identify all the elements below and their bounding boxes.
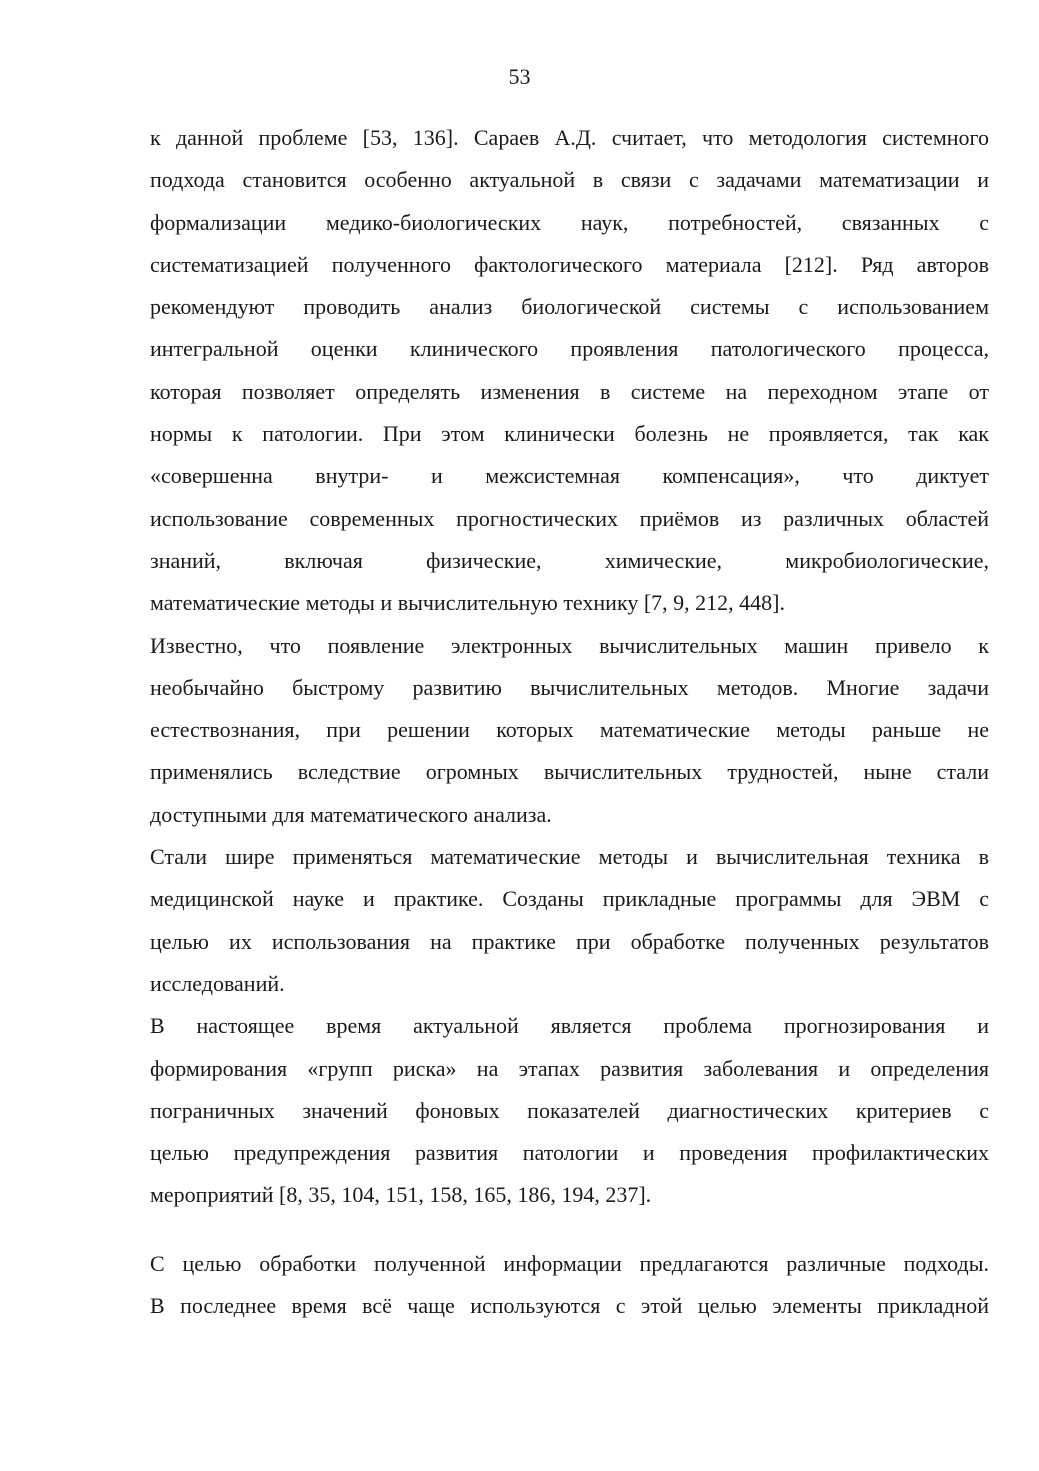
text-line: мероприятий [8, 35, 104, 151, 158, 165, 186, 194, 237].: [150, 1182, 652, 1208]
text-line: применялись вследствие огромных вычислительных трудностей, ныне стали: [150, 759, 989, 785]
text-line: которая позволяет определять изменения в системе на переходном этапе от: [150, 378, 989, 404]
text-line: Стали шире применяться математические методы и вычислительная техника в: [150, 844, 989, 870]
text-line: математические методы и вычислительную технику [7, 9, 212, 448].: [150, 590, 785, 616]
text-line: к данной проблеме [53, 136]. Сараев А.Д. считает, что методология системного: [150, 125, 989, 150]
page-number: 53: [508, 64, 531, 89]
text-line: формализации медико-биологических наук, потребностей, связанных с: [150, 209, 989, 235]
text-line: В настоящее время актуальной является проблема прогнозирования и: [150, 1013, 989, 1039]
text-line: медицинской науке и практике. Созданы прикладные программы для ЭВМ с: [150, 886, 989, 912]
text-line: подхода становится особенно актуальной в связи с задачами математизации и: [150, 167, 989, 193]
text-line: целью предупреждения развития патологии и проведения профилактических: [150, 1140, 989, 1166]
text-line: нормы к патологии. При этом клинически болезнь не проявляется, так как: [150, 421, 989, 447]
text-line: интегральной оценки клинического проявления патологического процесса,: [150, 336, 989, 362]
text-line: знаний, включая физические, химические, микробиологические,: [150, 547, 989, 573]
text-line: «совершенна внутри- и межсистемная компенсация», что диктует: [150, 463, 989, 489]
text-line: рекомендуют проводить анализ биологической системы с использованием: [150, 294, 989, 320]
text-line: С целью обработки полученной информации предлагаются различные подходы.: [150, 1251, 989, 1276]
body-text-block-final: [150, 1243, 989, 1328]
text-line: формирования «групп риска» на этапах развития заболевания и определения: [150, 1055, 989, 1081]
body-text-block: [150, 117, 989, 1217]
text-line: естествознания, при решении которых математические методы раньше не: [150, 717, 989, 743]
text-line: необычайно быстрому развитию вычислительных методов. Многие задачи: [150, 674, 989, 700]
text-line: доступными для математического анализа.: [150, 801, 552, 827]
text-line: пограничных значений фоновых показателей диагностических критериев с: [150, 1097, 989, 1123]
text-line: В последнее время всё чаще используются с этой целью элементы прикладной: [150, 1293, 989, 1319]
text-line: целью их использования на практике при обработке полученных результатов: [150, 928, 989, 954]
text-line: систематизацией полученного фактологического материала [212]. Ряд авторов: [150, 251, 989, 277]
text-line: использование современных прогностических приёмов из различных областей: [150, 505, 989, 531]
text-line: Известно, что появление электронных вычислительных машин привело к: [150, 632, 989, 658]
text-line: исследований.: [150, 970, 285, 996]
